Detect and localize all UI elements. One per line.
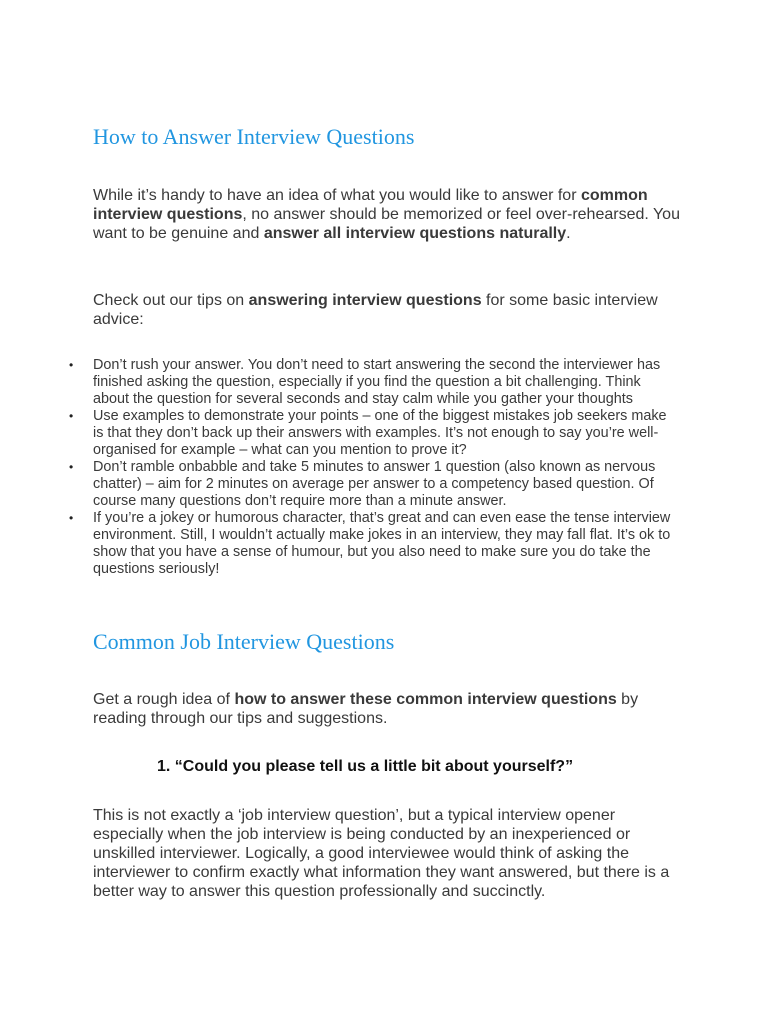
section-heading-how-to-answer: How to Answer Interview Questions xyxy=(93,124,415,149)
tip-item: • If you’re a jokey or humorous character, that’s great and can even ease the tense interview environment. Still, I wouldn’t actually make jokes in an interview, they may fall flat. It’s ok to show that you have a sense of humour, but you also need to make sure you do take the questions seriously! xyxy=(93,510,678,578)
intro-text-2: , no answer should be memorized or feel over-rehearsed. You want to be genuine and xyxy=(93,206,680,242)
tips-intro-text-2: for some basic interview advice: xyxy=(93,292,658,328)
tip-item: • Don’t ramble onbabble and take 5 minutes to answer 1 question (also known as nervous chatter) – aim for 2 minutes on average per answer to a competency based question. Of course many questions don’t require more than a minute answer. xyxy=(93,459,678,510)
tips-list xyxy=(93,357,678,578)
tip-item: • Use examples to demonstrate your points – one of the biggest mistakes job seekers make is that they don’t back up their answers with examples. It’s not enough to say you’re well-organised for example – what can you mention to prove it? xyxy=(93,408,678,459)
section2-intro-text-1: Get a rough idea of xyxy=(93,691,235,708)
tips-intro-paragraph xyxy=(93,291,683,329)
intro-text-1: While it’s handy to have an idea of what you would like to answer for xyxy=(93,187,581,204)
link-common-interview-questions[interactable]: common interview questions xyxy=(93,187,648,223)
intro-paragraph xyxy=(93,186,683,243)
intro-text-3: . xyxy=(566,225,571,242)
link-answering-interview-questions[interactable]: answering interview questions xyxy=(248,292,482,309)
tips-intro-text-1: Check out our tips on xyxy=(93,292,249,309)
link-answer-all-interview-questions[interactable]: answer all interview questions naturally xyxy=(263,225,567,242)
section-heading-common-questions: Common Job Interview Questions xyxy=(93,629,395,654)
question-heading-1: 1. “Could you please tell us a little bit about yourself?” xyxy=(157,758,574,775)
tip-item: • Don’t rush your answer. You don’t need to start answering the second the interviewer has finished asking the question, especially if you find the question a bit challenging. Think about the question for several seconds and stay calm while you gather your thoughts xyxy=(93,357,678,408)
section2-intro-paragraph xyxy=(93,690,683,728)
link-how-to-answer-common-questions[interactable]: how to answer these common interview questions xyxy=(234,691,617,708)
answer-paragraph-1: This is not exactly a ‘job interview question’, but a typical interview opener especially when the job interview is being conducted by an inexperienced or unskilled interviewer. Logically, a good interviewee would think of asking the interviewer to confirm exactly what information they want answered, but there is a better way to answer this question professionally and succinctly. xyxy=(93,807,670,900)
section2-intro-text-2: by reading through our tips and suggestions. xyxy=(93,691,639,727)
